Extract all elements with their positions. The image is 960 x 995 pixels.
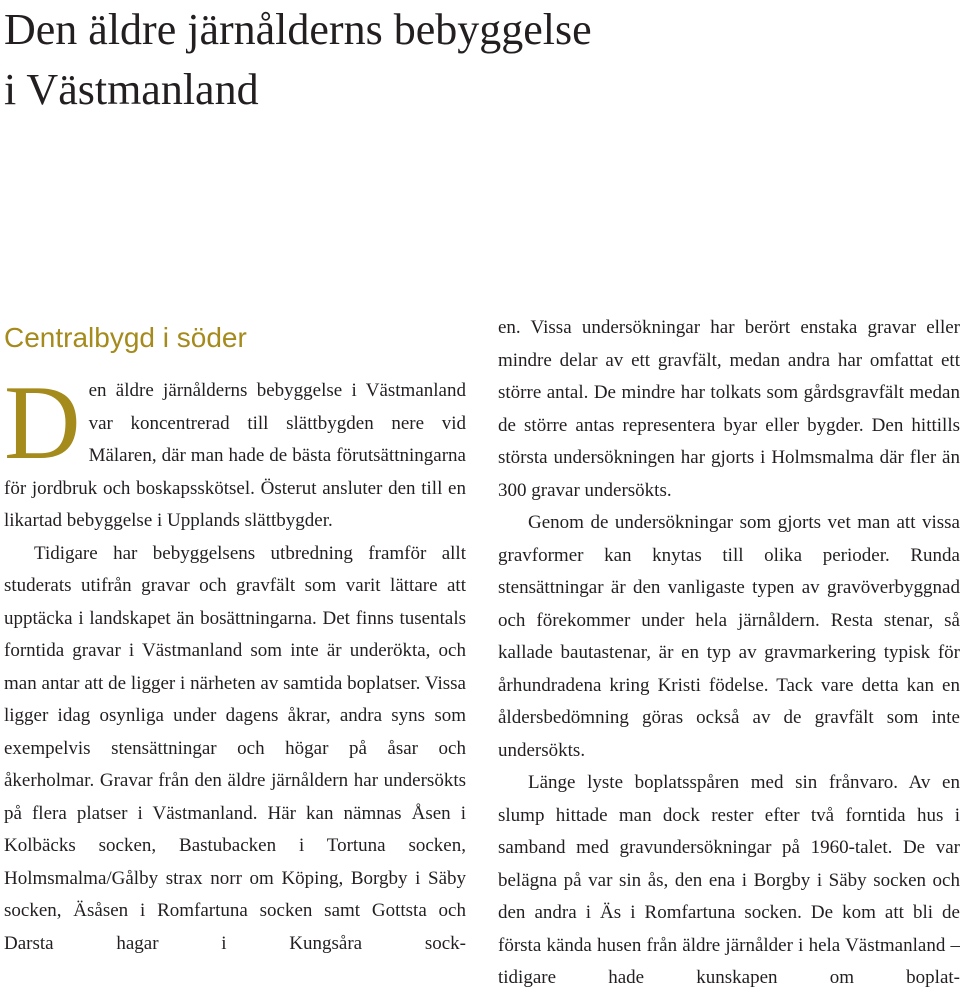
- paragraph-continued: en. Vissa undersökningar har berört enstaka gravar eller mindre delar av ett gravfält, medan andra har omfattat ett större antal. De mindre har tolkats som gårdsgravfält medan de större antas representera byar eller bygder. Den hittills största undersökningen har gjorts i Holmsmalma där fler än 300 gravar undersökts.: [498, 317, 960, 501]
- paragraph-grave-forms: Genom de undersökningar som gjorts vet man att vissa gravformer kan knytas till olika perioder. Runda stensättningar är den vanligaste typen av gravöverbyggnad och förekommer under hela järnåldern. Resta stenar, så kallade bautastenar, är en typ av gravmarkering typisk för århundradena kring Kristi födelse. Tack vare detta kan en åldersbedömning göras också av de gravfält som inte undersökts.: [498, 512, 960, 761]
- title-line-1: Den äldre järnålderns bebyggelse: [4, 5, 592, 54]
- title-line-2: i Västmanland: [4, 65, 259, 114]
- paragraph-graves: Tidigare har bebyggelsens utbredning framför allt studerats utifrån gravar och gravfält som varit lättare att upptäcka i landskapet än bosättningarna. Det finns tusentals forntida gravar i Västmanland som inte är underökta, och man antar att de ligger i närheten av samtida boplatser. Vissa ligger idag osynliga under dagens åkrar, andra syns som exempelvis stensättningar och högar på åsar och åkerholmar. Gravar från den äldre järnåldern har undersökts på flera platser i Västmanland. Här kan nämnas Åsen i Kolbäcks socken, Bastubacken i Tortuna socken, Holmsmalma/Gålby strax norr om Köping, Borgby i Säby socken, Äsåsen i Romfartuna socken samt Gottsta och Darsta hagar i Kungsåra sock-: [4, 542, 466, 954]
- drop-cap: D: [4, 364, 81, 481]
- paragraph-intro: [4, 364, 466, 538]
- paragraph-intro-text: en äldre järnålderns bebyggelse i Västmanland var koncentrerad till slättbygden nere vid Mälaren, där man hade de bästa förutsättningarna för jordbruk och boskapsskötsel. Österut ansluter den till en likartad bebyggelse i Upplands slättbygder.: [4, 380, 466, 531]
- page-title: [4, 0, 592, 120]
- right-column: [498, 312, 960, 995]
- left-column: [4, 364, 466, 960]
- paragraph-settlements: Länge lyste boplatsspåren med sin frånvaro. Av en slump hittade man dock rester efter två forntida hus i samband med gravundersökningar på 1960-talet. De var belägna på var sin ås, den ena i Borgby i Säby socken och den andra i Äs i Romfartuna socken. De kom att bli de första kända husen från äldre järnålder i hela Västmanland – tidigare hade kunskapen om boplat-: [498, 772, 960, 988]
- section-heading: Centralbygd i söder: [4, 322, 247, 353]
